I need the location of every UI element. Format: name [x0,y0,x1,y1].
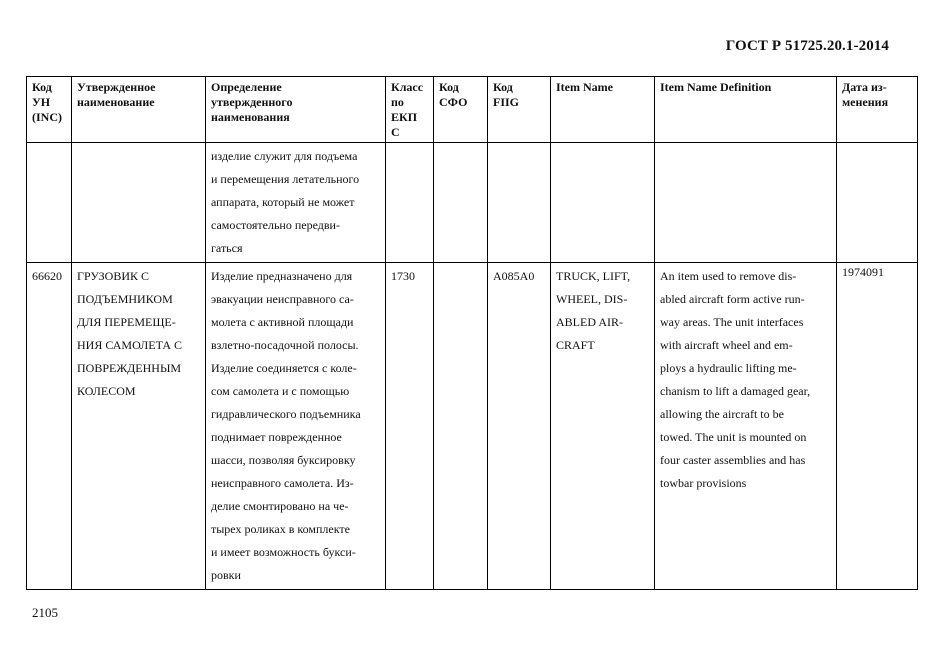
text-line: взлетно-посадочной полосы. [211,338,359,352]
text-line: изделие служит для подъема [211,149,358,163]
text-line: way areas. The unit interfaces [660,315,804,329]
text-line: abled aircraft form active run- [660,292,805,306]
text-line: ploys a hydraulic lifting me- [660,361,797,375]
cell-class [386,143,434,263]
text-line: Класс [391,80,424,94]
header-item-definition [655,77,837,143]
cell-item-name [551,263,655,590]
text-line: Код [32,80,52,94]
table-row [27,263,918,590]
text-line: Item Name [556,80,613,94]
text-line: тырех роликах в комплекте [211,522,350,536]
text-line: Утвержденное [77,80,156,94]
cell-definition [206,143,386,263]
text-line: НИЯ САМОЛЕТА С [77,338,183,352]
text-line: менения [842,95,889,109]
cell-approved-name [72,263,206,590]
header-approved-name [72,77,206,143]
header-date [837,77,918,143]
text-line: делие смонтировано на че- [211,499,349,513]
text-line: towed. The unit is mounted on [660,430,807,444]
text-line: утвержденного [211,95,293,109]
header-class [386,77,434,143]
text-line: four caster assemblies and has [660,453,806,467]
header-sfo [434,77,488,143]
text-line: with aircraft wheel and em- [660,338,793,352]
text-line: towbar provisions [660,476,747,490]
header-fiig [488,77,551,143]
text-line: Определение [211,80,282,94]
text-line: гидравлического подъемника [211,407,361,421]
text-line: неисправного самолета. Из- [211,476,354,490]
text-line: самостоятельно передви- [211,218,340,232]
text-line: эвакуации неисправного са- [211,292,354,306]
text-line: WHEEL, DIS- [556,292,628,306]
text-line: Код [439,80,459,94]
cell-fiig [488,143,551,263]
text-line: ABLED AIR- [556,315,623,329]
text-line: сом самолета и с помощью [211,384,350,398]
text-line: ровки [211,568,241,582]
page-number: 2105 [32,605,58,620]
text-line: поднимает поврежденное [211,430,342,444]
text-line: ПОДЪЕМНИКОМ [77,292,173,306]
text-line: FIIG [493,95,520,109]
text-line: молета с активной площади [211,315,354,329]
header-inc [27,77,72,143]
text-line: шасси, позволяя буксировку [211,453,356,467]
cell-inc: 66620 [27,263,72,590]
text-line: CRAFT [556,338,595,352]
cell-class: 1730 [386,263,434,590]
text-line: и имеет возможность букси- [211,545,356,559]
text-line: гаться [211,241,243,255]
cell-sfo [434,143,488,263]
text-line: Item Name Definition [660,80,772,94]
table-row [27,143,918,263]
text-line: allowing the aircraft to be [660,407,784,421]
text-line: ПОВРЕЖДЕННЫМ [77,361,182,375]
text-line: ГРУЗОВИК С [77,269,150,283]
cell-inc [27,143,72,263]
text-line: УН [32,95,51,109]
document-code: ГОСТ Р 51725.20.1-2014 [725,38,889,54]
text-line: chanism to lift a damaged gear, [660,384,811,398]
cell-item-name [551,143,655,263]
cell-item-definition [655,263,837,590]
cell-sfo [434,263,488,590]
header-definition [206,77,386,143]
text-line: An item used to remove dis- [660,269,797,283]
text-line: аппарата, который не может [211,195,355,209]
text-line: наименование [77,95,155,109]
header-item-name [551,77,655,143]
text-line: и перемещения летательного [211,172,360,186]
text-line: Дата из- [842,80,887,94]
cell-approved-name [72,143,206,263]
text-line: TRUCK, LIFT, [556,269,631,283]
text-line: С [391,125,400,139]
text-line: Код [493,80,513,94]
catalog-table [26,76,918,590]
text-line: ДЛЯ ПЕРЕМЕЩЕ- [77,315,176,329]
header-row [27,77,918,143]
cell-date: 1974091 [837,263,918,590]
text-line: Изделие соединяется с коле- [211,361,357,375]
text-line: ЕКП [391,110,418,124]
cell-date [837,143,918,263]
text-line: Изделие предназначено для [211,269,353,283]
text-line: СФО [439,95,468,109]
cell-item-definition [655,143,837,263]
text-line: КОЛЕСОМ [77,384,136,398]
cell-definition [206,263,386,590]
text-line: по [391,95,404,109]
cell-fiig: A085A0 [488,263,551,590]
text-line: (INC) [32,110,62,124]
text-line: наименования [211,110,290,124]
